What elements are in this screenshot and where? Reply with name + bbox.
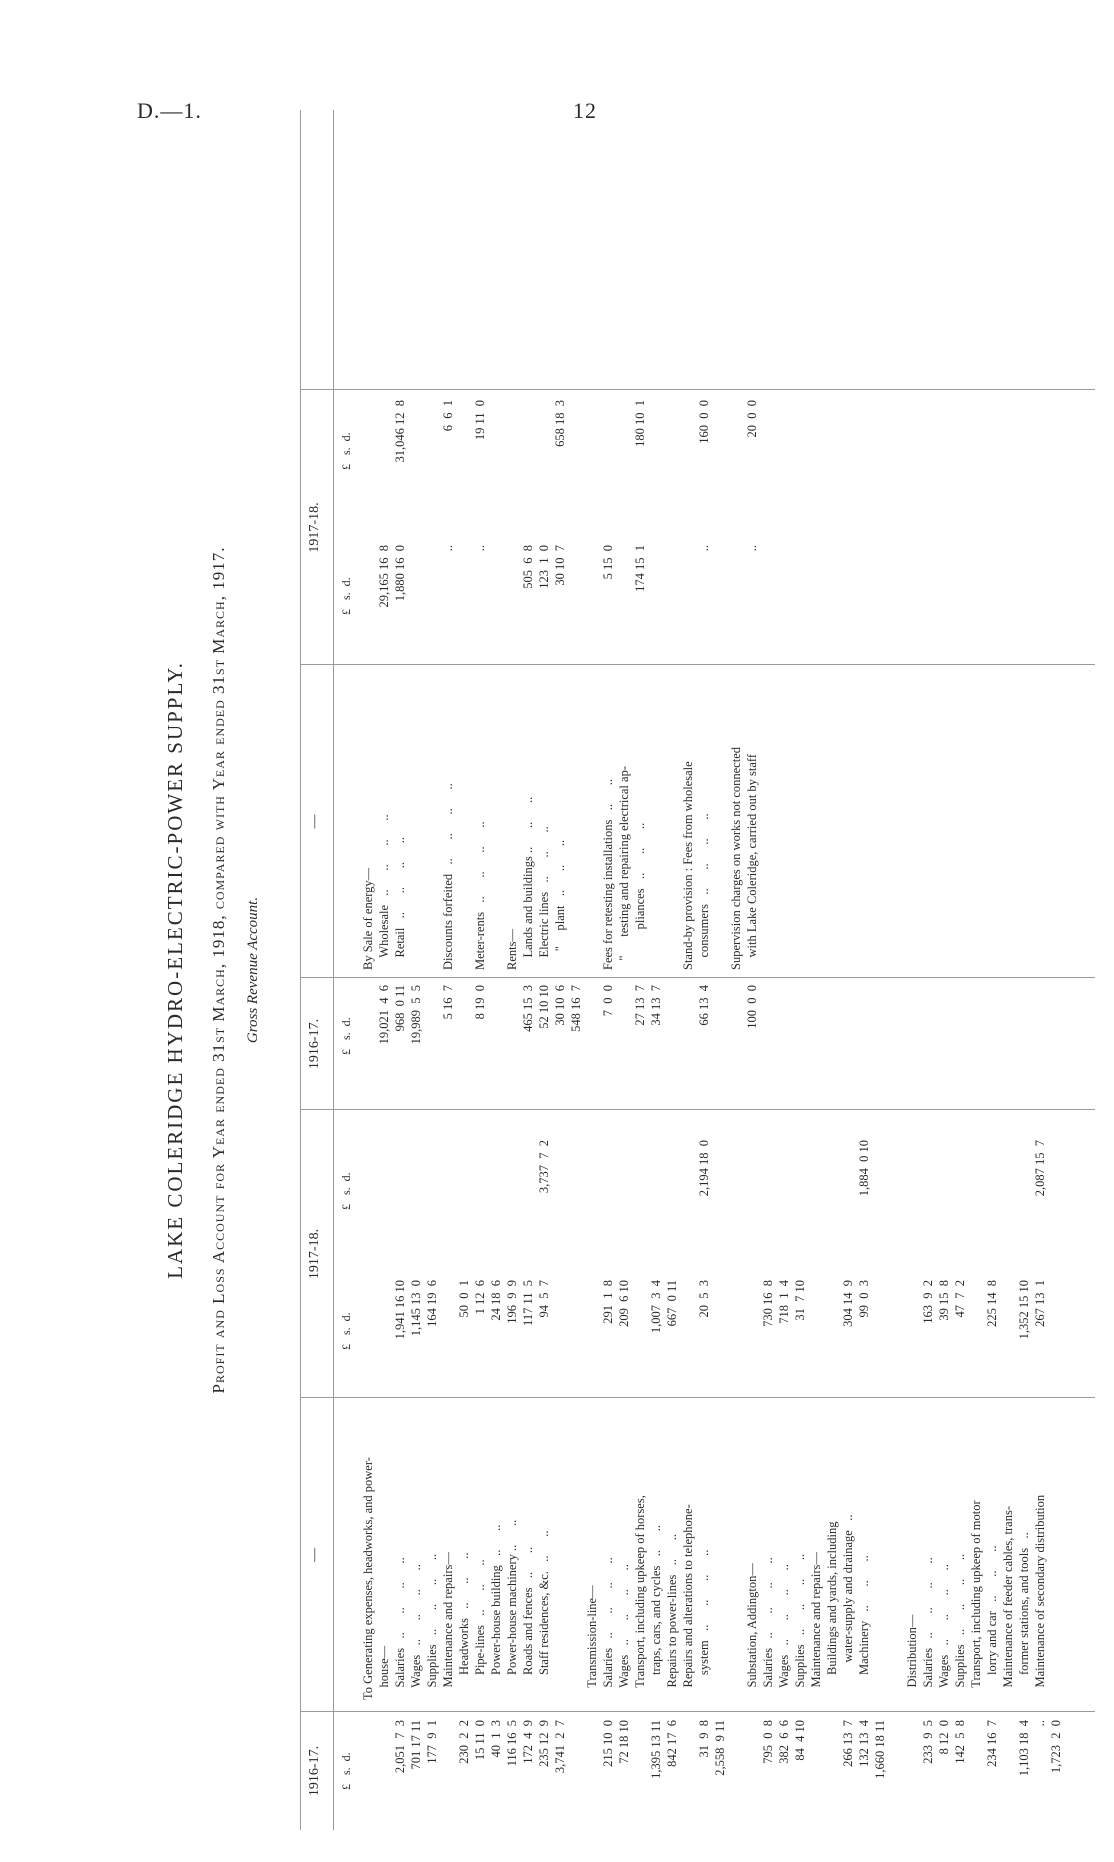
prev-year-amount: 1,660 18 11: [873, 1720, 887, 1779]
prev-year-amount: 842 17 6: [665, 1720, 679, 1767]
item-label: " testing and repairing electrical ap-: [617, 766, 631, 970]
income-row: [648, 110, 665, 1830]
prev-year-amount: 795 0 8: [761, 1720, 775, 1764]
item-label: lorry and car .. .. ..: [985, 1545, 999, 1700]
item-label: Wages .. .. .. ..: [409, 1564, 423, 1700]
page-number: 12: [573, 98, 597, 123]
expenditure-row: [824, 110, 841, 1830]
item-label: Repairs and alterations to telephone-: [681, 1504, 695, 1700]
cur-year-total: 160 0 0: [697, 400, 711, 444]
cur-year-total: 658 18 3: [553, 400, 567, 447]
cur-year-amount: 291 1 8: [601, 1280, 615, 1324]
prev-year-amount: 19,989 5 5: [409, 985, 423, 1045]
item-label: Supplies .. .. .. ..: [953, 1553, 967, 1700]
document-subtitle: Profit and Loss Account for Year ended 31st March, 1918, compared with Year ended 31st March, 1917.: [209, 546, 228, 1394]
prev-year-amount: 172 4 9: [521, 1720, 535, 1764]
cur-year-amount: 1,145 13 0: [409, 1280, 423, 1337]
income-row: [600, 110, 617, 1830]
item-label: Discounts forfeited .. .. .. ..: [441, 783, 455, 970]
item-label: Wages .. .. .. ..: [617, 1564, 631, 1700]
prev-year-amount: 215 10 0: [601, 1720, 615, 1767]
item-label: Stand-by provision : Fees from wholesale: [681, 761, 695, 970]
item-label: " plant .. .. ..: [553, 839, 567, 970]
cur-year-amount: 174 15 1: [633, 545, 647, 592]
prev-year-amount: 1,723 2 0: [1049, 1720, 1063, 1774]
cur-year-total: 19 11 0: [473, 400, 487, 441]
cur-year-amount: 5 15 0: [601, 545, 615, 580]
item-label: Salaries .. .. .. ..: [393, 1557, 407, 1700]
prev-year-amount: 465 15 3: [521, 985, 535, 1032]
item-label: Retail .. .. .. ..: [393, 837, 407, 970]
prev-year-amount: 8 12 0: [937, 1720, 951, 1755]
cur-year-amount: 1,352 15 10: [1017, 1280, 1031, 1340]
item-label: Transport, including upkeep of motor: [969, 1500, 983, 1700]
units-heading: £ s. d.: [339, 1312, 353, 1350]
cur-year-amount: 50 0 1: [457, 1280, 471, 1318]
item-label: Maintenance of feeder cables, trans-: [1001, 1505, 1015, 1700]
item-label: Power-house machinery .. ..: [505, 1519, 519, 1700]
item-label: By Sale of energy—: [361, 867, 375, 970]
item-label: house—: [377, 1645, 391, 1700]
expenditure-label-heading: —: [307, 1548, 322, 1562]
item-label: To Generating expenses, headworks, and power-: [361, 1457, 375, 1700]
item-label: Transport, including upkeep of horses,: [633, 1495, 647, 1700]
prev-year-amount: 7 0 0: [601, 985, 615, 1017]
item-label: traps, cars, and cycles .. ..: [649, 1525, 663, 1700]
prev-year-amount: 116 16 5: [505, 1720, 519, 1767]
prev-year-amount: 1,395 13 11: [649, 1720, 663, 1779]
cur-year-amount: 20 5 3: [697, 1280, 711, 1318]
cur-year-amount: 1,007 3 4: [649, 1280, 663, 1334]
expenditure-row: [904, 110, 921, 1830]
prev-year-amount: 1,103 18 4: [1017, 1720, 1031, 1777]
prev-year-amount: 233 9 5: [921, 1720, 935, 1764]
income-row: [408, 110, 425, 1830]
expenditure-cur-year-heading: 1917-18.: [307, 1228, 322, 1280]
income-row: [584, 110, 601, 1830]
income-row: [552, 110, 569, 1830]
item-label: Power-house building .. ..: [489, 1524, 503, 1700]
item-label: pliances .. .. ..: [633, 822, 647, 970]
item-label: system .. .. .. ..: [697, 1549, 711, 1700]
expenditure-row: [872, 110, 889, 1830]
cur-year-amount: 39 15 8: [937, 1280, 951, 1321]
prev-year-amount: 72 18 10: [617, 1720, 631, 1764]
cur-year-amount: 304 14 9: [841, 1280, 855, 1327]
cur-year-amount: 47 7 2: [953, 1280, 967, 1318]
prev-year-amount: 34 13 7: [649, 985, 663, 1026]
prev-year-amount: 52 10 10: [537, 985, 551, 1029]
income-label-heading: —: [307, 814, 322, 829]
income-row: [680, 110, 697, 1830]
item-label: Buildings and yards, including: [825, 1521, 839, 1700]
units-heading: £ s. d.: [339, 432, 353, 470]
cur-year-amount: 163 9 2: [921, 1280, 935, 1324]
item-label: Lands and buildings .. .. ..: [521, 796, 535, 970]
cur-year-amount: 225 14 8: [985, 1280, 999, 1327]
item-label: Salaries .. .. .. ..: [601, 1557, 615, 1700]
cur-year-total: 2,087 15 7: [1033, 1140, 1047, 1197]
expenditure-row: [1032, 110, 1049, 1830]
income-row: [424, 110, 441, 1830]
expenditure-row: [808, 110, 825, 1830]
prev-year-amount: 31 9 8: [697, 1720, 711, 1758]
prev-year-amount: 701 17 11: [409, 1720, 423, 1770]
prev-year-amount: 234 16 7: [985, 1720, 999, 1767]
cur-year-amount: 196 9 9: [505, 1280, 519, 1324]
item-label: Supplies .. .. .. ..: [425, 1553, 439, 1700]
expenditure-row: [920, 110, 937, 1830]
item-label: Wholesale .. .. .. ..: [377, 814, 391, 970]
income-row: [488, 110, 505, 1830]
expenditure-row: [888, 110, 905, 1830]
prev-year-amount: 230 2 2: [457, 1720, 471, 1764]
expenditure-row: [760, 110, 777, 1830]
cur-year-amount: 667 0 11: [665, 1280, 679, 1327]
item-label: with Lake Coleridge, carried out by staff: [745, 753, 759, 970]
expenditure-row: [968, 110, 985, 1830]
income-row: [568, 110, 585, 1830]
cur-year-amount: 1,880 16 0: [393, 545, 407, 602]
cur-year-amount: 1 12 6: [473, 1280, 487, 1315]
item-label: Fees for retesting installations .. ..: [601, 779, 615, 970]
cur-year-amount: 718 1 4: [777, 1280, 791, 1324]
cur-year-amount: 117 11 5: [521, 1280, 535, 1326]
cur-year-amount: 30 10 7: [553, 545, 567, 586]
item-label: Salaries .. .. .. ..: [761, 1557, 775, 1700]
income-row: [728, 110, 745, 1830]
item-label: Staff residences, &c. .. ..: [537, 1530, 551, 1700]
cur-year-amount: ..: [473, 545, 487, 552]
income-prev-year-heading: 1916-17.: [307, 1018, 322, 1070]
item-label: Roads and fences .. ..: [521, 1546, 535, 1700]
item-label: Maintenance and repairs—: [809, 1552, 823, 1700]
prev-year-amount: 8 19 0: [473, 985, 487, 1020]
page-section-code: D.—1.: [137, 98, 202, 123]
prev-year-amount: 30 10 6: [553, 985, 567, 1026]
cur-year-amount: 505 6 8: [521, 545, 535, 589]
cur-year-amount: 31 7 10: [793, 1280, 807, 1321]
item-label: Supervision charges on works not connected: [729, 747, 743, 970]
prev-year-amount: 266 13 7: [841, 1720, 855, 1767]
cur-year-total: 31,046 12 8: [393, 400, 407, 463]
cur-year-amount: ..: [697, 545, 711, 552]
prev-year-amount: 177 9 1: [425, 1720, 439, 1764]
cur-year-total: 1,884 0 10: [857, 1140, 871, 1197]
income-row: [664, 110, 681, 1830]
account-title: Gross Revenue Account.: [245, 896, 261, 1044]
income-row: [520, 110, 537, 1830]
prev-year-amount: 3,741 2 7: [553, 1720, 567, 1774]
income-row: [360, 110, 377, 1830]
prev-year-amount: 66 13 4: [697, 985, 711, 1026]
item-label: Pipe-lines .. .. ..: [473, 1559, 487, 1700]
prev-year-amount: 27 13 7: [633, 985, 647, 1026]
income-row: [472, 110, 489, 1830]
income-row: [376, 110, 393, 1830]
income-row: [392, 110, 409, 1830]
expenditure-row: [776, 110, 793, 1830]
rotated-account-sheet: [155, 110, 1095, 1830]
expenditure-prev-year-heading: 1916-17.: [307, 1745, 322, 1797]
cur-year-total: 3,737 7 2: [537, 1140, 551, 1194]
item-label: Maintenance and repairs—: [441, 1552, 455, 1700]
item-label: Wages .. .. .. ..: [937, 1564, 951, 1700]
item-label: Maintenance of secondary distribution: [1033, 1494, 1047, 1700]
income-row: [712, 110, 729, 1830]
expenditure-row: [952, 110, 969, 1830]
cur-year-amount: 267 13 1: [1033, 1280, 1047, 1327]
prev-year-amount: 19,021 4 6: [377, 985, 391, 1045]
cur-year-amount: 123 1 0: [537, 545, 551, 589]
cur-year-amount: ..: [745, 545, 759, 552]
prev-year-amount: 132 13 4: [857, 1720, 871, 1767]
income-row: [616, 110, 633, 1830]
expenditure-row: [1000, 110, 1017, 1830]
cur-year-amount: ..: [441, 545, 455, 552]
prev-year-amount: 2,558 9 11: [713, 1720, 727, 1776]
prev-year-amount: 142 5 8: [953, 1720, 967, 1764]
item-label: Salaries .. .. .. ..: [921, 1557, 935, 1700]
item-label: Distribution—: [905, 1614, 919, 1700]
item-label: Headworks .. .. ..: [457, 1552, 471, 1700]
prev-year-amount: 15 11 0: [473, 1720, 487, 1761]
expenditure-row: [936, 110, 953, 1830]
income-row: [536, 110, 553, 1830]
income-cur-year-heading: 1917-18.: [307, 502, 322, 553]
item-label: Rents—: [505, 929, 519, 970]
income-row: [744, 110, 761, 1830]
cur-year-total: 180 10 1: [633, 400, 647, 447]
cur-year-amount: 94 5 7: [537, 1280, 551, 1318]
prev-year-amount: 100 0 0: [745, 985, 759, 1029]
expenditure-row: [856, 110, 873, 1830]
cur-year-total: 2,194 18 0: [697, 1140, 711, 1197]
cur-year-amount: 730 16 8: [761, 1280, 775, 1327]
expenditure-row: [840, 110, 857, 1830]
item-label: Substation, Addington—: [745, 1563, 759, 1700]
expenditure-row: [1016, 110, 1033, 1830]
item-label: Supplies .. .. .. ..: [793, 1553, 807, 1700]
prev-year-amount: 382 6 6: [777, 1720, 791, 1764]
units-heading: £ s. d.: [339, 1017, 353, 1055]
prev-year-amount: 84 4 10: [793, 1720, 807, 1761]
table-header-rule: [333, 110, 334, 1830]
item-label: former stations, and tools ..: [1017, 1532, 1031, 1700]
cur-year-amount: 24 18 6: [489, 1280, 503, 1321]
income-row: [504, 110, 521, 1830]
income-row: [440, 110, 457, 1830]
prev-year-amount: 235 12 9: [537, 1720, 551, 1767]
cur-year-amount: 99 0 3: [857, 1280, 871, 1318]
cur-year-amount: 1,941 16 10: [393, 1280, 407, 1340]
prev-year-amount: 548 16 7: [569, 985, 583, 1032]
table-top-rule: [300, 110, 301, 1830]
item-label: Transmission-line—: [585, 1585, 599, 1700]
item-label: Machinery .. .. ..: [857, 1555, 871, 1700]
item-label: consumers .. .. .. ..: [697, 813, 711, 970]
prev-year-amount: 968 0 11: [393, 985, 407, 1032]
cur-year-amount: 29,165 16 8: [377, 545, 391, 608]
prev-year-amount: 2,051 7 3: [393, 1720, 407, 1774]
prev-year-amount: ..: [1033, 1720, 1047, 1727]
expenditure-row: [792, 110, 809, 1830]
document-title: LAKE COLERIDGE HYDRO-ELECTRIC-POWER SUPPLY.: [163, 661, 187, 1279]
item-label: Wages .. .. .. ..: [777, 1564, 791, 1700]
units-heading: £ s. d.: [339, 1752, 353, 1790]
prev-year-amount: 40 1 3: [489, 1720, 503, 1758]
income-row: [456, 110, 473, 1830]
expenditure-row: [984, 110, 1001, 1830]
cur-year-total: 20 0 0: [745, 400, 759, 438]
cur-year-amount: 209 6 10: [617, 1280, 631, 1327]
income-row: [696, 110, 713, 1830]
expenditure-row: [1048, 110, 1065, 1830]
income-row: [632, 110, 649, 1830]
item-label: Electric lines .. .. ..: [537, 826, 551, 970]
cur-year-amount: 164 19 6: [425, 1280, 439, 1327]
cur-year-total: 6 6 1: [441, 400, 455, 432]
units-heading: £ s. d.: [339, 577, 353, 615]
item-label: Repairs to power-lines .. ..: [665, 1533, 679, 1700]
item-label: Meter-rents .. .. .. ..: [473, 821, 487, 970]
item-label: water-supply and drainage ..: [841, 1514, 855, 1700]
units-heading: £ s. d.: [339, 1172, 353, 1210]
prev-year-amount: 5 16 7: [441, 985, 455, 1020]
